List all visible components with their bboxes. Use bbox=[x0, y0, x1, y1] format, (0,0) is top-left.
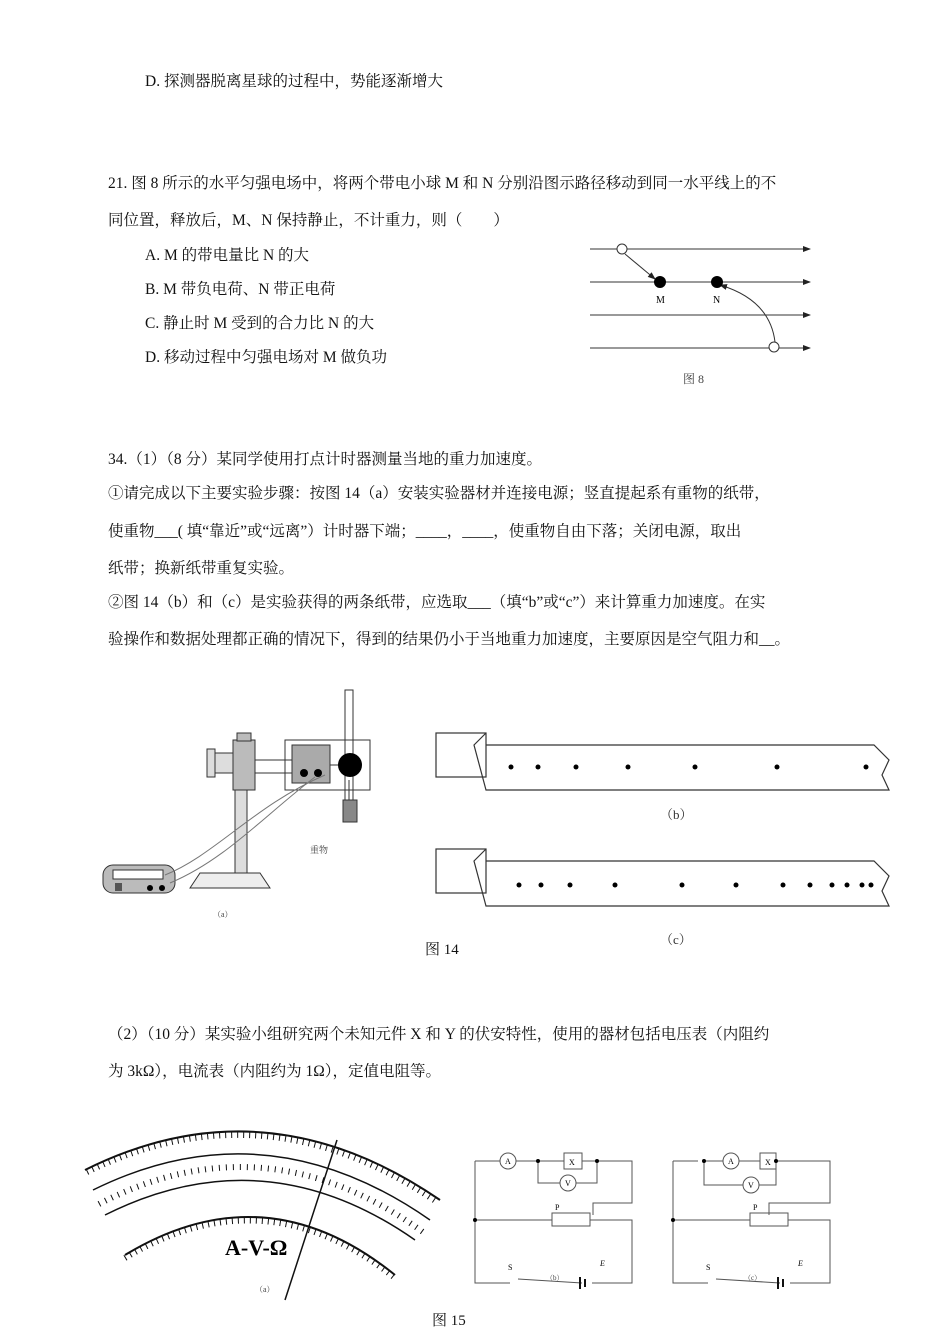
switch-s-label: S bbox=[508, 1263, 513, 1272]
q21-option-a: A. M 的带电量比 N 的大 bbox=[145, 247, 310, 264]
q21-stem-line1: 21. 图 8 所示的水平匀强电场中，将两个带电小球 M 和 N 分别沿图示路径移动到同一水平线上的不 bbox=[108, 175, 777, 192]
figure-15c-label: （c） bbox=[744, 1274, 762, 1282]
figure-14b-tape bbox=[434, 730, 894, 800]
element-x-label: X bbox=[765, 1158, 771, 1167]
q21-option-d: D. 移动过程中匀强电场对 M 做负功 bbox=[145, 349, 387, 366]
voltmeter-label: V bbox=[565, 1179, 571, 1188]
ammeter-label: A bbox=[728, 1157, 734, 1166]
figure-8-electric-field bbox=[585, 235, 825, 395]
q20-option-d: D. 探测器脱离星球的过程中，势能逐渐增大 bbox=[145, 73, 443, 90]
figure-15-caption: 图 15 bbox=[432, 1313, 466, 1329]
q21-option-c: C. 静止时 M 受到的合力比 N 的大 bbox=[145, 315, 375, 332]
figure-15a-meter-dial bbox=[75, 1120, 445, 1300]
figure-14a-label: （a） bbox=[213, 910, 233, 919]
source-e-label: E bbox=[798, 1259, 803, 1268]
q34-line-5: ②图 14（b）和（c）是实验获得的两条纸带，应选取___（填“b”或“c”）来计算重力加速度。在实 bbox=[108, 594, 766, 611]
switch-s-label: S bbox=[706, 1263, 711, 1272]
q34-line-1: 34.（1）（8 分）某同学使用打点计时器测量当地的重力加速度。 bbox=[108, 451, 543, 468]
ammeter-label: A bbox=[505, 1157, 511, 1166]
q34-part2-line-1: （2）（10 分）某实验小组研究两个未知元件 X 和 Y 的伏安特性，使用的器材包括电压表（内阻约 bbox=[108, 1026, 770, 1043]
figure-14-caption: 图 14 bbox=[425, 942, 459, 958]
q34-line-6: 验操作和数据处理都正确的情况下，得到的结果仍小于当地重力加速度，主要原因是空气阻力和__。 bbox=[108, 631, 791, 648]
q34-part2-line-2: 为 3kΩ），电流表（内阻约为 1Ω），定值电阻等。 bbox=[108, 1063, 442, 1080]
meter-label: A-V-Ω bbox=[225, 1235, 288, 1260]
figure-14a-apparatus bbox=[95, 685, 385, 925]
q34-line-2: ①请完成以下主要实验步骤：按图 14（a）安装实验器材并连接电源；竖直提起系有重物的纸带， bbox=[108, 485, 770, 502]
figure-15c-circuit bbox=[668, 1148, 843, 1288]
element-x-label: X bbox=[569, 1158, 575, 1167]
voltmeter-label: V bbox=[748, 1181, 754, 1190]
label-m: M bbox=[656, 295, 665, 306]
q21-stem-line2: 同位置，释放后，M、N 保持静止，不计重力，则（ ） bbox=[108, 212, 509, 229]
q21-option-b: B. M 带负电荷、N 带正电荷 bbox=[145, 281, 336, 298]
q34-line-3: 使重物___( 填“靠近”或“远离”）计时器下端；____，____，使重物自由下落；关闭电源，取出 bbox=[108, 523, 742, 540]
source-e-label: E bbox=[600, 1259, 605, 1268]
figure-14c-label: （c） bbox=[660, 932, 692, 947]
figure-8-caption: 图 8 bbox=[683, 372, 705, 386]
figure-14b-label: （b） bbox=[660, 807, 693, 822]
slider-p-label: P bbox=[555, 1203, 560, 1212]
q34-line-4: 纸带；换新纸带重复实验。 bbox=[108, 560, 295, 577]
figure-14c-tape bbox=[434, 846, 894, 916]
label-weight: 重物 bbox=[310, 845, 329, 855]
figure-15b-label: （b） bbox=[546, 1274, 564, 1282]
label-n: N bbox=[713, 295, 721, 306]
slider-p-label: P bbox=[753, 1203, 758, 1212]
figure-15b-circuit bbox=[470, 1148, 645, 1288]
figure-15a-label: （a） bbox=[255, 1285, 275, 1294]
